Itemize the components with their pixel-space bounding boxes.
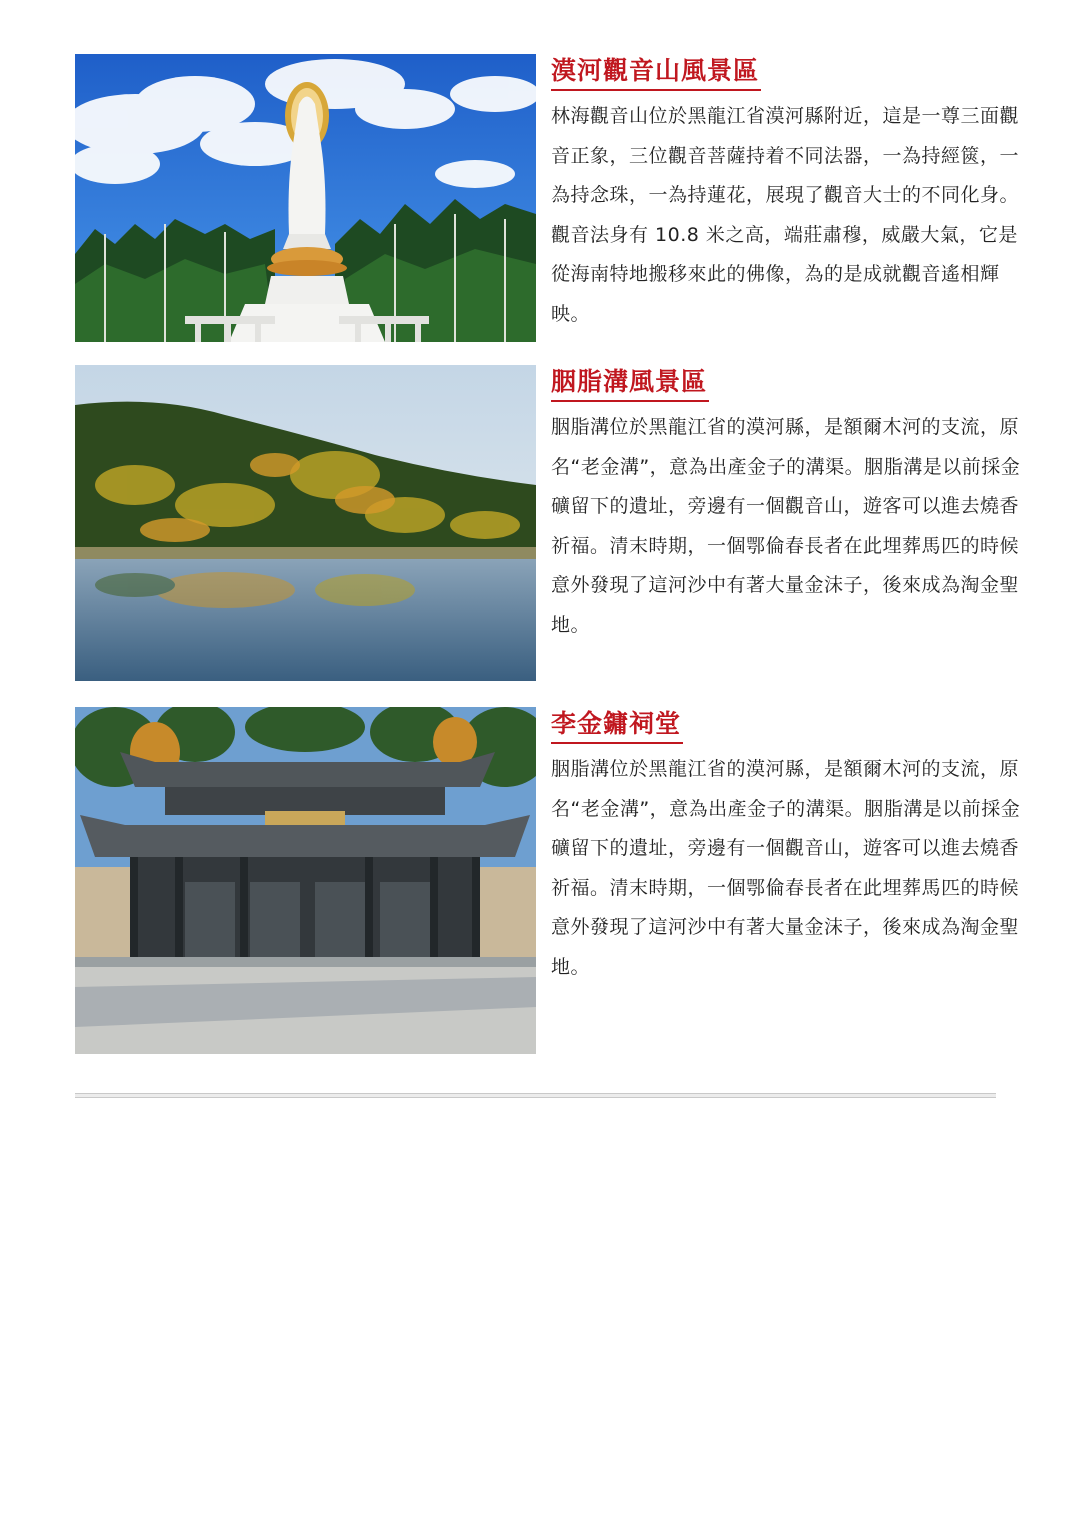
attraction-guanyin-mountain (75, 54, 1025, 342)
attraction-yanzhi-gully (75, 365, 1025, 681)
shrine-hall-photo (75, 707, 536, 1054)
attraction-description: 林海觀音山位於黑龍江省漠河縣附近，這是一尊三面觀音正象，三位觀音菩薩持着不同法器，一為持經篋，一為持念珠，一為持蓮花，展現了觀音大士的不同化身。觀音法身有 10.8 米之高，端莊肅穆，威嚴大氣，它是從海南特地搬移來此的佛像，為的是成就觀音遙相輝映。 (551, 105, 1020, 325)
horizontal-divider (75, 1093, 996, 1098)
attraction-title: 漠河觀音山風景區 (551, 54, 761, 91)
attraction-li-jinyong-shrine (75, 707, 1025, 1054)
guanyin-statue-photo (75, 54, 536, 342)
attraction-text (551, 707, 1025, 987)
attraction-title: 李金鏞祠堂 (551, 707, 683, 744)
attraction-text (551, 54, 1025, 334)
attraction-text (551, 365, 1025, 645)
attraction-title: 胭脂溝風景區 (551, 365, 709, 402)
attraction-description: 胭脂溝位於黑龍江省的漠河縣，是額爾木河的支流，原名“老金溝”，意為出產金子的溝渠。胭脂溝是以前採金礦留下的遺址，旁邊有一個觀音山，遊客可以進去燒香祈福。清末時期，一個鄂倫春長者在此埋葬馬匹的時候意外發現了這河沙中有著大量金沫子，後來成為淘金聖地。 (551, 416, 1021, 636)
attraction-description: 胭脂溝位於黑龍江省的漠河縣，是額爾木河的支流，原名“老金溝”，意為出產金子的溝渠。胭脂溝是以前採金礦留下的遺址，旁邊有一個觀音山，遊客可以進去燒香祈福。清末時期，一個鄂倫春長者在此埋葬馬匹的時候意外發現了這河沙中有著大量金沫子，後來成為淘金聖地。 (551, 758, 1021, 978)
river-landscape-photo (75, 365, 536, 681)
